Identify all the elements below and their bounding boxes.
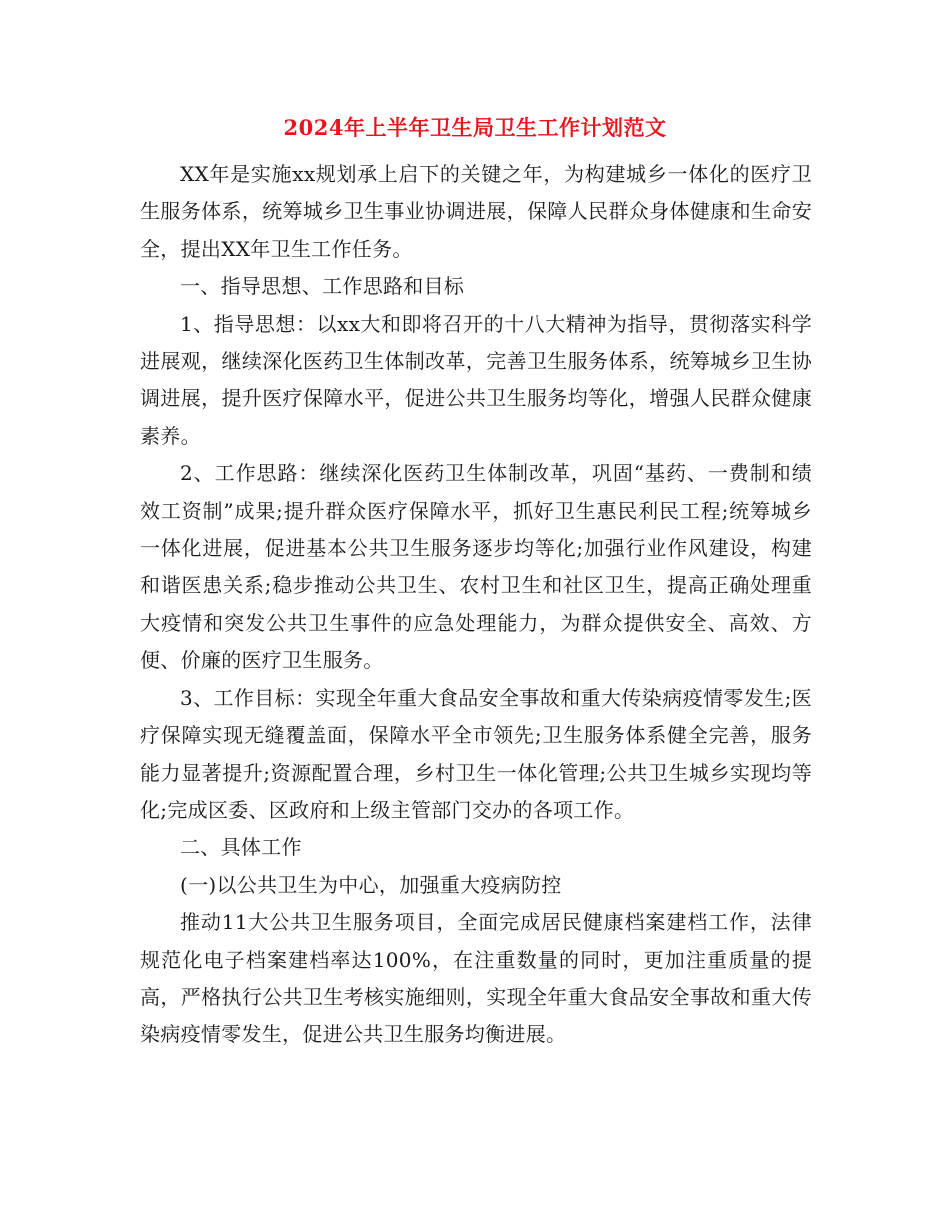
intro-paragraph: XX年是实施xx规划承上启下的关键之年，为构建城乡一体化的医疗卫生服务体系，统筹城乡卫生事业协调进展，保障人民群众身体健康和生命安全，提出XX年卫生工作任务。	[140, 162, 812, 261]
work-approach-paragraph: 2、工作思路：继续深化医药卫生体制改革，巩固“基药、一费制和绩效工资制”成果;提升群众医疗保障水平，抓好卫生惠民利民工程;统筹城乡一体化进展，促进基本公共卫生服务逐步均等化;加强行业作风建设，构建和谐医患关系;稳步推动公共卫生、农村卫生和社区卫生，提高正确处理重大疫情和突发公共卫生事件的应急处理能力，为群众提供安全、高效、方便、价廉的医疗卫生服务。	[140, 461, 812, 673]
section-heading-2: 二、具体工作	[180, 835, 302, 860]
subsection-heading-1: (一)以公共卫生为中心，加强重大疫病防控	[180, 872, 562, 897]
public-health-paragraph: 推动11大公共卫生服务项目，全面完成居民健康档案建档工作，法律规范化电子档案建档率达100%，在注重数量的同时，更加注重质量的提高，严格执行公共卫生考核实施细则，实现全年重大食品安全事故和重大传染病疫情零发生，促进公共卫生服务均衡进展。	[140, 910, 812, 1047]
guiding-ideology-paragraph: 1、指导思想：以xx大和即将召开的十八大精神为指导，贯彻落实科学进展观，继续深化医药卫生体制改革，完善卫生服务体系，统筹城乡卫生协调进展，提升医疗保障水平，促进公共卫生服务均等化，增强人民群众健康素养。	[140, 311, 812, 448]
document-body	[140, 156, 812, 1054]
work-goals-paragraph: 3、工作目标：实现全年重大食品安全事故和重大传染病疫情零发生;医疗保障实现无缝覆盖面，保障水平全市领先;卫生服务体系健全完善，服务能力显著提升;资源配置合理，乡村卫生一体化管理;公共卫生城乡实现均等化;完成区委、区政府和上级主管部门交办的各项工作。	[140, 685, 812, 822]
document-title: 2024年上半年卫生局卫生工作计划范文	[283, 115, 667, 140]
section-heading-1: 一、指导思想、工作思路和目标	[180, 274, 465, 299]
